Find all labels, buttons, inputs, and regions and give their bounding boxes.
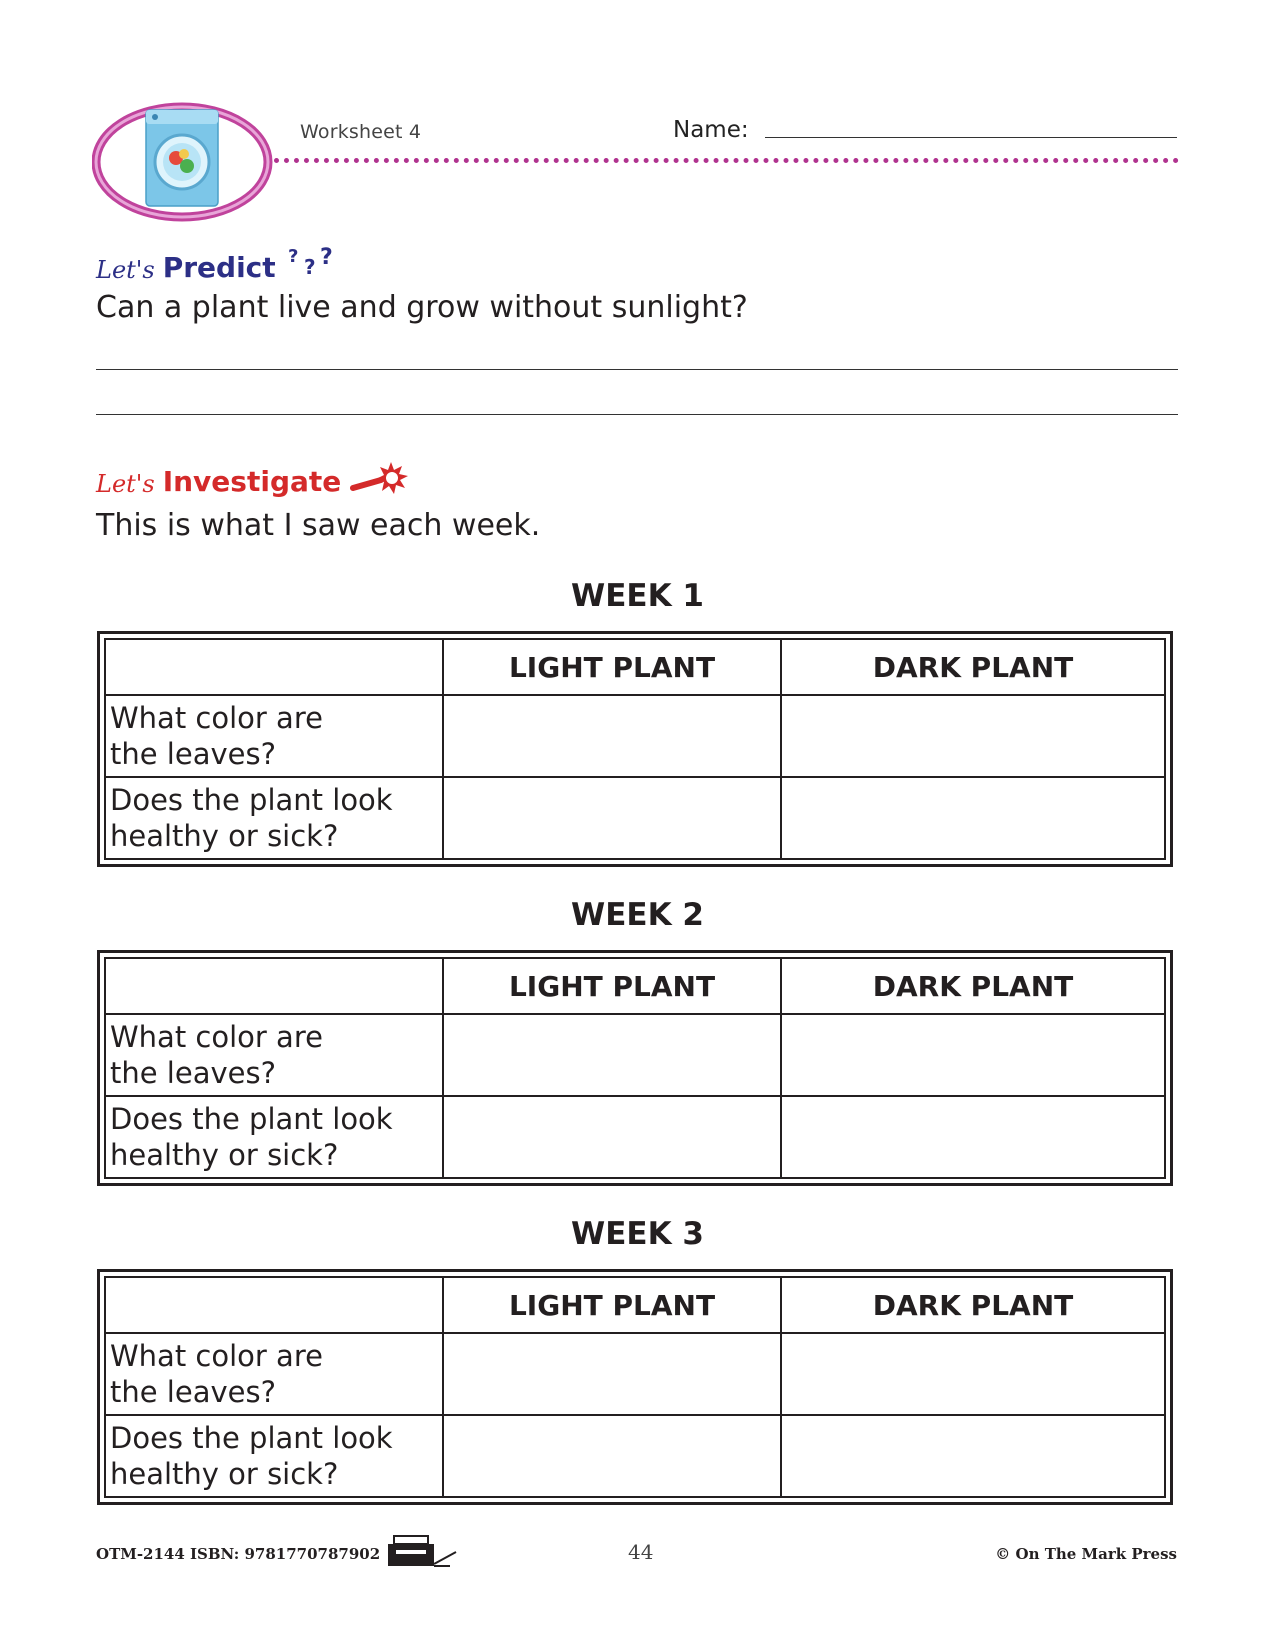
column-header-dark-plant: DARK PLANT	[781, 958, 1165, 1014]
printer-icon	[386, 1534, 460, 1570]
question-line: Does the plant look	[110, 783, 393, 817]
row-question	[105, 695, 443, 777]
answer-cell-dark[interactable]	[781, 695, 1165, 777]
table-row	[105, 695, 1165, 777]
row-question	[105, 1333, 443, 1415]
column-header-blank	[105, 639, 443, 695]
table-header-row	[105, 958, 1165, 1014]
footer-copyright: © On The Mark Press	[995, 1545, 1177, 1563]
svg-text:?: ?	[303, 255, 316, 279]
table-row	[105, 1333, 1165, 1415]
column-header-light-plant: LIGHT PLANT	[443, 639, 781, 695]
answer-cell-dark[interactable]	[781, 1096, 1165, 1178]
table-row	[105, 777, 1165, 859]
column-header-dark-plant: DARK PLANT	[781, 1277, 1165, 1333]
column-header-light-plant: LIGHT PLANT	[443, 958, 781, 1014]
week-title: WEEK 2	[571, 897, 704, 933]
answer-cell-dark[interactable]	[781, 1333, 1165, 1415]
table-header-row	[105, 1277, 1165, 1333]
row-question	[105, 1014, 443, 1096]
answer-line-2[interactable]	[96, 414, 1178, 415]
question-line: What color are	[110, 1339, 323, 1373]
question-line: healthy or sick?	[110, 819, 339, 853]
column-header-light-plant: LIGHT PLANT	[443, 1277, 781, 1333]
answer-cell-light[interactable]	[443, 1014, 781, 1096]
dotted-divider	[274, 158, 1179, 163]
week-1-table	[97, 631, 1173, 867]
investigate-intro: This is what I saw each week.	[96, 508, 541, 543]
week-3-table	[97, 1269, 1173, 1505]
question-marks-icon	[282, 244, 340, 284]
table-row	[105, 1415, 1165, 1497]
page-number: 44	[628, 1540, 654, 1564]
answer-cell-light[interactable]	[443, 777, 781, 859]
name-label: Name:	[673, 117, 749, 143]
name-field[interactable]	[765, 137, 1177, 138]
svg-text:?: ?	[319, 245, 333, 270]
answer-cell-light[interactable]	[443, 1333, 781, 1415]
column-header-blank	[105, 958, 443, 1014]
question-line: the leaves?	[110, 737, 276, 771]
table-header-row	[105, 639, 1165, 695]
question-line: What color are	[110, 1020, 323, 1054]
table-row	[105, 1014, 1165, 1096]
svg-text:?: ?	[287, 246, 299, 267]
magnifier-burst-icon	[347, 458, 413, 498]
predict-heading	[96, 244, 340, 284]
lets-label: Let's	[96, 256, 155, 284]
question-line: the leaves?	[110, 1375, 276, 1409]
answer-line-1[interactable]	[96, 369, 1178, 370]
question-line: the leaves?	[110, 1056, 276, 1090]
answer-cell-light[interactable]	[443, 1415, 781, 1497]
answer-cell-dark[interactable]	[781, 777, 1165, 859]
week-2-table	[97, 950, 1173, 1186]
week-title: WEEK 3	[571, 1216, 704, 1252]
row-question	[105, 1096, 443, 1178]
investigate-heading	[96, 458, 413, 498]
question-line: What color are	[110, 701, 323, 735]
answer-cell-dark[interactable]	[781, 1415, 1165, 1497]
question-line: Does the plant look	[110, 1102, 393, 1136]
row-question	[105, 777, 443, 859]
table-row	[105, 1096, 1165, 1178]
investigate-word: Investigate	[162, 465, 342, 498]
column-header-dark-plant: DARK PLANT	[781, 639, 1165, 695]
column-header-blank	[105, 1277, 443, 1333]
answer-cell-dark[interactable]	[781, 1014, 1165, 1096]
footer-product-code: OTM-2144 ISBN: 9781770787902	[96, 1545, 381, 1563]
question-line: healthy or sick?	[110, 1138, 339, 1172]
predict-word: Predict	[162, 251, 276, 284]
question-line: healthy or sick?	[110, 1457, 339, 1491]
washing-machine-icon	[92, 96, 278, 226]
lets-label: Let's	[96, 470, 155, 498]
worksheet-label: Worksheet 4	[300, 121, 422, 143]
answer-cell-light[interactable]	[443, 1096, 781, 1178]
row-question	[105, 1415, 443, 1497]
answer-cell-light[interactable]	[443, 695, 781, 777]
week-title: WEEK 1	[571, 578, 704, 614]
predict-question: Can a plant live and grow without sunlight?	[96, 290, 748, 325]
question-line: Does the plant look	[110, 1421, 393, 1455]
